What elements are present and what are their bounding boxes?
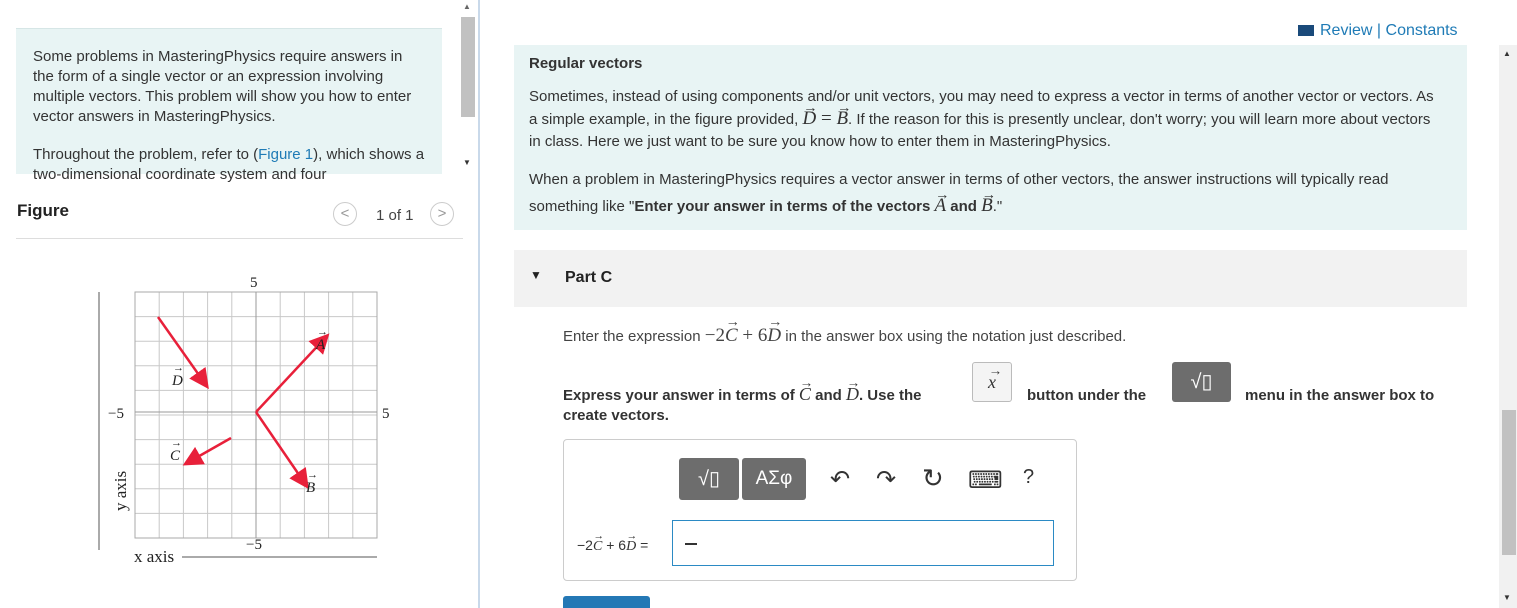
figure-link[interactable]: Figure 1 xyxy=(258,146,314,163)
prompt-vector-c: → C xyxy=(725,325,738,347)
symbols-button[interactable]: ΑΣφ xyxy=(742,458,806,500)
tick-top: 5 xyxy=(250,275,258,291)
scroll-up-icon-right[interactable]: ▲ xyxy=(1503,49,1511,58)
answer-label-math-2: + 6 xyxy=(602,537,627,553)
instr-vector-d: → D xyxy=(846,384,859,404)
intro-paragraph-2 xyxy=(16,127,442,185)
y-axis-label: y axis xyxy=(111,470,130,511)
scroll-down-icon-right[interactable]: ▼ xyxy=(1503,593,1511,602)
review-constants xyxy=(1298,22,1458,40)
answer-label xyxy=(577,537,648,555)
undo-icon[interactable]: ↶ xyxy=(830,466,851,493)
redo-icon[interactable]: ↷ xyxy=(876,466,897,493)
submit-button[interactable] xyxy=(563,596,650,608)
collapse-triangle-icon[interactable]: ▼ xyxy=(530,268,542,282)
answer-label-math-1: −2 xyxy=(577,537,593,553)
info-panel xyxy=(514,45,1467,230)
instr-text: Express your answer in terms of xyxy=(563,387,799,404)
instr-vector-c: → C xyxy=(799,384,811,404)
reset-icon[interactable]: ↻ xyxy=(922,463,944,493)
label-vector-d: D xyxy=(172,373,183,389)
arrow-glyph-b: → xyxy=(307,469,318,481)
vector-button-icon xyxy=(972,362,1012,402)
figure-title: Figure xyxy=(17,201,69,220)
vector-c-arrow xyxy=(187,438,231,463)
help-icon[interactable]: ? xyxy=(1023,466,1035,488)
info-p1-text: Sometimes, instead of using components and/or unit vectors, you may need to express a vector in terms of another vector or vectors. As a simple example, in the figure provided, xyxy=(529,88,1434,128)
info-p2-text: When a problem in MasteringPhysics requires a vector answer in terms of other vectors, the answer instructions will typically read something like " xyxy=(529,171,1389,215)
left-scrollbar[interactable] xyxy=(458,0,478,608)
book-icon xyxy=(1298,25,1314,36)
x-axis-label: x axis xyxy=(134,547,175,566)
vector-b-symbol: → B xyxy=(836,108,848,130)
info-paragraph-2 xyxy=(529,167,1439,220)
vector-button-glyph: → x xyxy=(988,363,996,401)
scroll-up-icon[interactable]: ▲ xyxy=(463,2,471,11)
constants-link[interactable]: Constants xyxy=(1385,22,1458,39)
header-separator: | xyxy=(1372,22,1386,39)
vector-b-symbol-2: → B xyxy=(981,193,993,219)
label-vector-c: C xyxy=(170,448,181,464)
review-link[interactable]: Review xyxy=(1320,22,1373,39)
templates-button[interactable]: √▯ xyxy=(679,458,739,500)
info-paragraph-1 xyxy=(529,86,1439,153)
info-p1-text-end: . If the reason for this is presently unclear, don't worry; you will learn more about vectors in class. Here we just want to be sure you know how to enter them in MasteringPhysics. xyxy=(529,111,1431,150)
vector-b-arrow xyxy=(256,412,306,485)
figure-prev-button[interactable]: < xyxy=(333,202,357,226)
keyboard-icon[interactable]: ⌨ xyxy=(968,467,1003,494)
figure-header-rule xyxy=(16,238,463,239)
intro-paragraph-1: Some problems in MasteringPhysics require answers in the form of a single vector or an expression involving multiple vectors. This problem will show you how to enter vector answers in MasteringPhysics. xyxy=(33,48,412,125)
tick-left: −5 xyxy=(108,406,124,422)
label-vector-b: B xyxy=(306,480,316,496)
part-c-header[interactable] xyxy=(514,250,1467,307)
info-heading: Regular vectors xyxy=(529,55,643,72)
figure-pager: 1 of 1 xyxy=(376,207,414,224)
instr-text-4: menu in the answer box to xyxy=(1245,387,1435,404)
vector-d-symbol: → D xyxy=(802,108,816,130)
prompt-math-1: −2 xyxy=(704,325,725,346)
figure-next-button[interactable]: > xyxy=(430,202,454,226)
answer-input[interactable] xyxy=(672,520,1054,566)
tick-right: 5 xyxy=(382,406,390,422)
tick-bottom: −5 xyxy=(246,537,262,553)
scroll-down-icon[interactable]: ▼ xyxy=(463,158,471,167)
info-p2-end: ." xyxy=(992,198,1003,215)
prompt-math-2: + 6 xyxy=(737,325,768,346)
request-answer-link[interactable] xyxy=(675,602,745,608)
part-c-label: Part C xyxy=(565,269,613,286)
prompt-text: Enter the expression xyxy=(563,328,705,345)
input-cursor xyxy=(685,543,697,545)
templates-menu-icon: √▯ xyxy=(1172,362,1231,402)
arrow-glyph-d: → xyxy=(173,362,184,374)
figure-coordinate-plot xyxy=(80,265,400,585)
part-c-instructions xyxy=(563,384,921,426)
intro-text: Throughout the problem, refer to ( xyxy=(33,146,259,163)
prompt-text-end: in the answer box using the notation just described. xyxy=(781,328,1127,345)
info-p2-bold: Enter your answer in terms of the vectors xyxy=(634,198,931,215)
arrow-glyph-c: → xyxy=(171,437,182,449)
label-vector-a: A xyxy=(316,337,326,353)
arrow-glyph-a: → xyxy=(317,326,328,338)
part-c-prompt xyxy=(563,325,1126,347)
instr-text-end: create vectors. xyxy=(563,407,669,424)
answer-label-equals: = xyxy=(636,537,649,553)
answer-label-vector-d: → D xyxy=(626,539,636,555)
scroll-thumb[interactable] xyxy=(461,17,475,117)
instr-text-2: . Use the xyxy=(858,387,922,404)
right-scrollbar[interactable] xyxy=(1499,45,1517,608)
equals-sign: = xyxy=(816,108,837,129)
answer-label-vector-c: → C xyxy=(593,539,602,555)
instr-text-3: button under the xyxy=(1027,387,1147,404)
info-p2-and: and xyxy=(950,198,977,215)
instr-and: and xyxy=(810,387,846,404)
vector-a-symbol: → A xyxy=(934,193,946,219)
panel-divider xyxy=(478,0,480,608)
scroll-thumb-right[interactable] xyxy=(1502,410,1516,555)
intro-text-end: ), which shows a two-dimensional coordinate system and four xyxy=(33,146,425,183)
intro-panel xyxy=(16,28,442,183)
prompt-vector-d: → D xyxy=(767,325,781,347)
